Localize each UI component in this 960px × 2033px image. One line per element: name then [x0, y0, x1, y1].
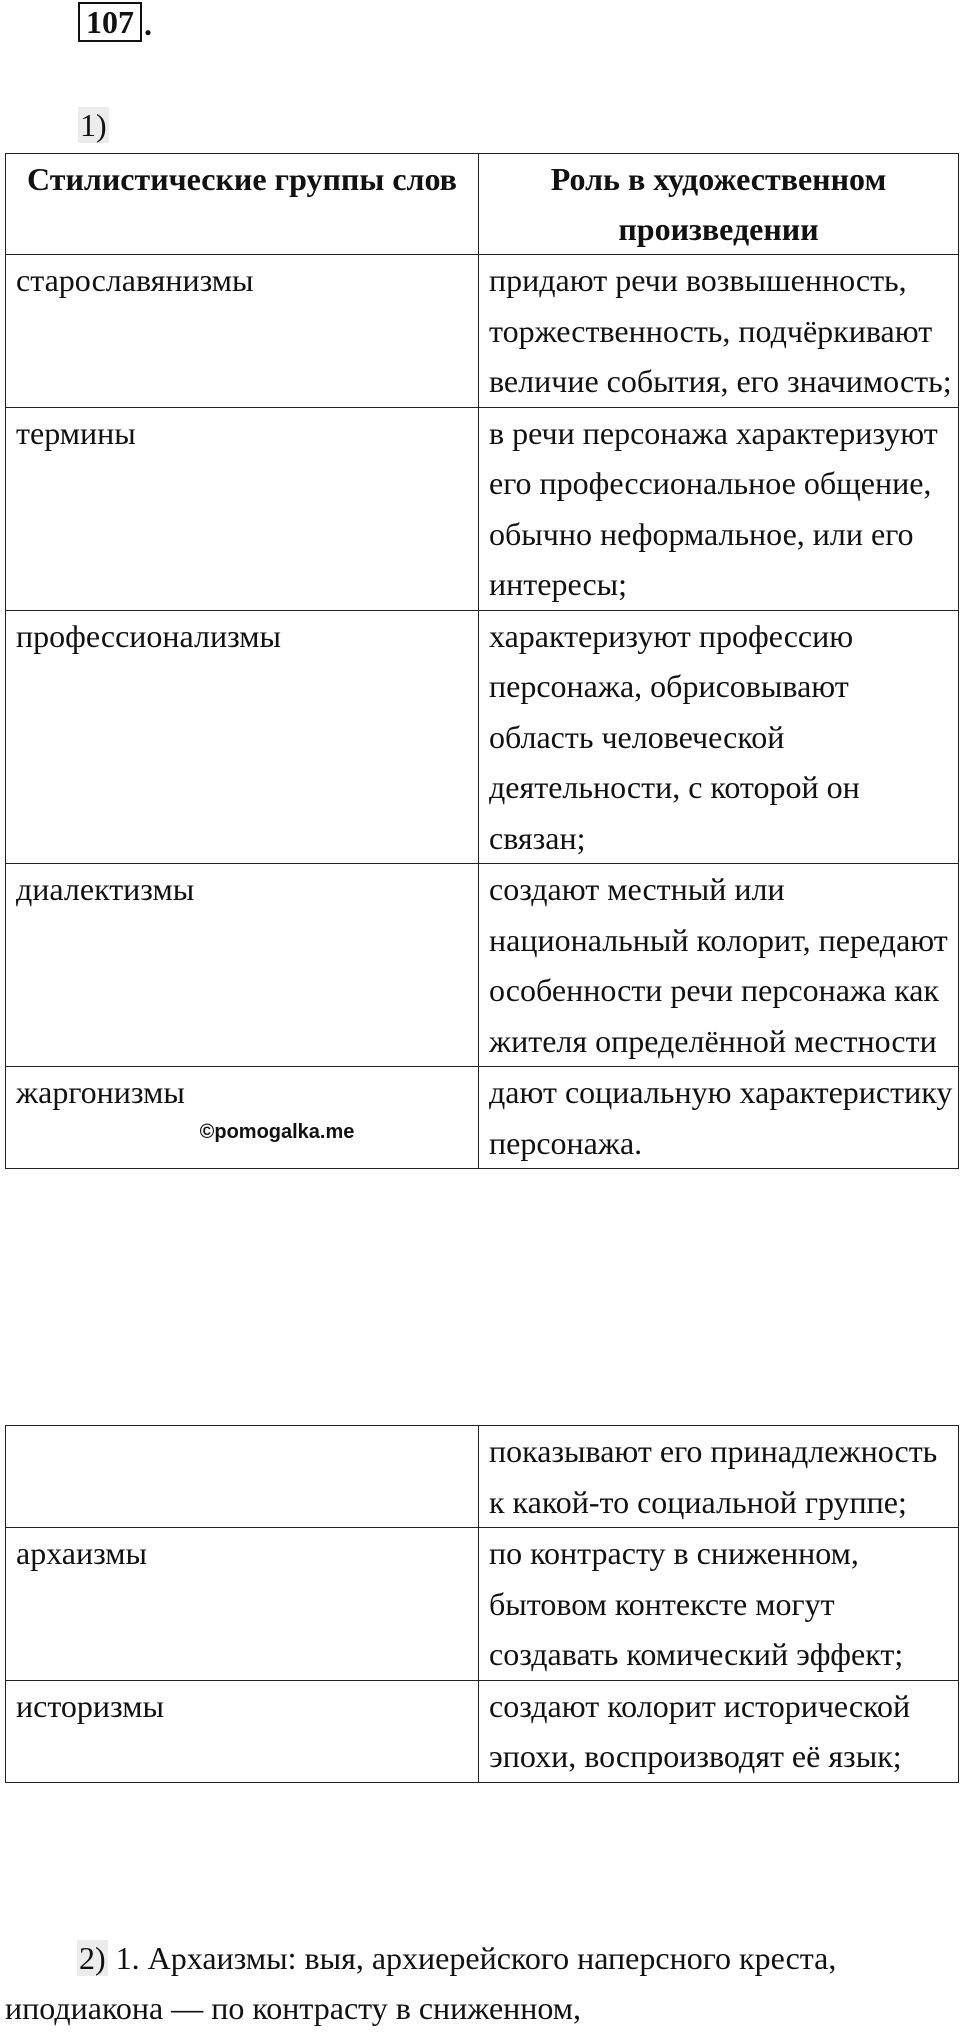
exercise-number [78, 6, 152, 42]
role-cell: дают социальную характеристику персонажа. [479, 1067, 959, 1169]
watermark: ©pomogalka.me [199, 1120, 355, 1143]
part-2-text: 1. Архаизмы: выя, архиерейского наперсного креста, иподиакона — по контрасту в сниженном, [5, 1940, 837, 2026]
group-cell-text: жаргонизмы [16, 1074, 185, 1110]
table-row [6, 255, 959, 408]
table-row [6, 1680, 959, 1782]
group-cell [6, 1426, 479, 1528]
part-1-label [78, 106, 109, 144]
part-2-paragraph [5, 1933, 955, 2033]
role-cell: придают речи возвышенность, торжественность, подчёркивают величие события, его значимость; [479, 255, 959, 408]
part-2-label: 2) [79, 1940, 106, 1976]
table-row [6, 1426, 959, 1528]
group-cell: профессионализмы [6, 610, 479, 864]
role-cell: показывают его принадлежность к какой-то социальной группе; [479, 1426, 959, 1528]
table-row [6, 1528, 959, 1681]
part-1-label-text: 1) [80, 107, 107, 143]
group-cell: историзмы [6, 1680, 479, 1782]
role-cell: характеризуют профессию персонажа, обрисовывают область человеческой деятельности, с которой он связан; [479, 610, 959, 864]
group-cell: термины [6, 407, 479, 610]
exercise-number-dot: . [144, 6, 152, 42]
stylistic-groups-table [5, 153, 959, 1169]
table-row [6, 864, 959, 1067]
header-groups: Стилистические группы слов [6, 154, 479, 255]
exercise-number-box: 107 [78, 2, 142, 42]
table-row [6, 1067, 959, 1169]
table-row [6, 610, 959, 864]
group-cell: архаизмы [6, 1528, 479, 1681]
table-row [6, 407, 959, 610]
group-cell: диалектизмы [6, 864, 479, 1067]
role-cell: по контрасту в сниженном, бытовом контексте могут создавать комический эффект; [479, 1528, 959, 1681]
role-cell: создают местный или национальный колорит, передают особенности речи персонажа как жителя определённой местности [479, 864, 959, 1067]
group-cell [6, 1067, 479, 1169]
role-cell: создают колорит исторической эпохи, воспроизводят её язык; [479, 1680, 959, 1782]
role-cell: в речи персонажа характеризуют его профессиональное общение, обычно неформальное, или его интересы; [479, 407, 959, 610]
header-role: Роль в художественном произведении [479, 154, 959, 255]
group-cell: старославянизмы [6, 255, 479, 408]
stylistic-groups-table-continued [5, 1425, 959, 1783]
table-header-row [6, 154, 959, 255]
